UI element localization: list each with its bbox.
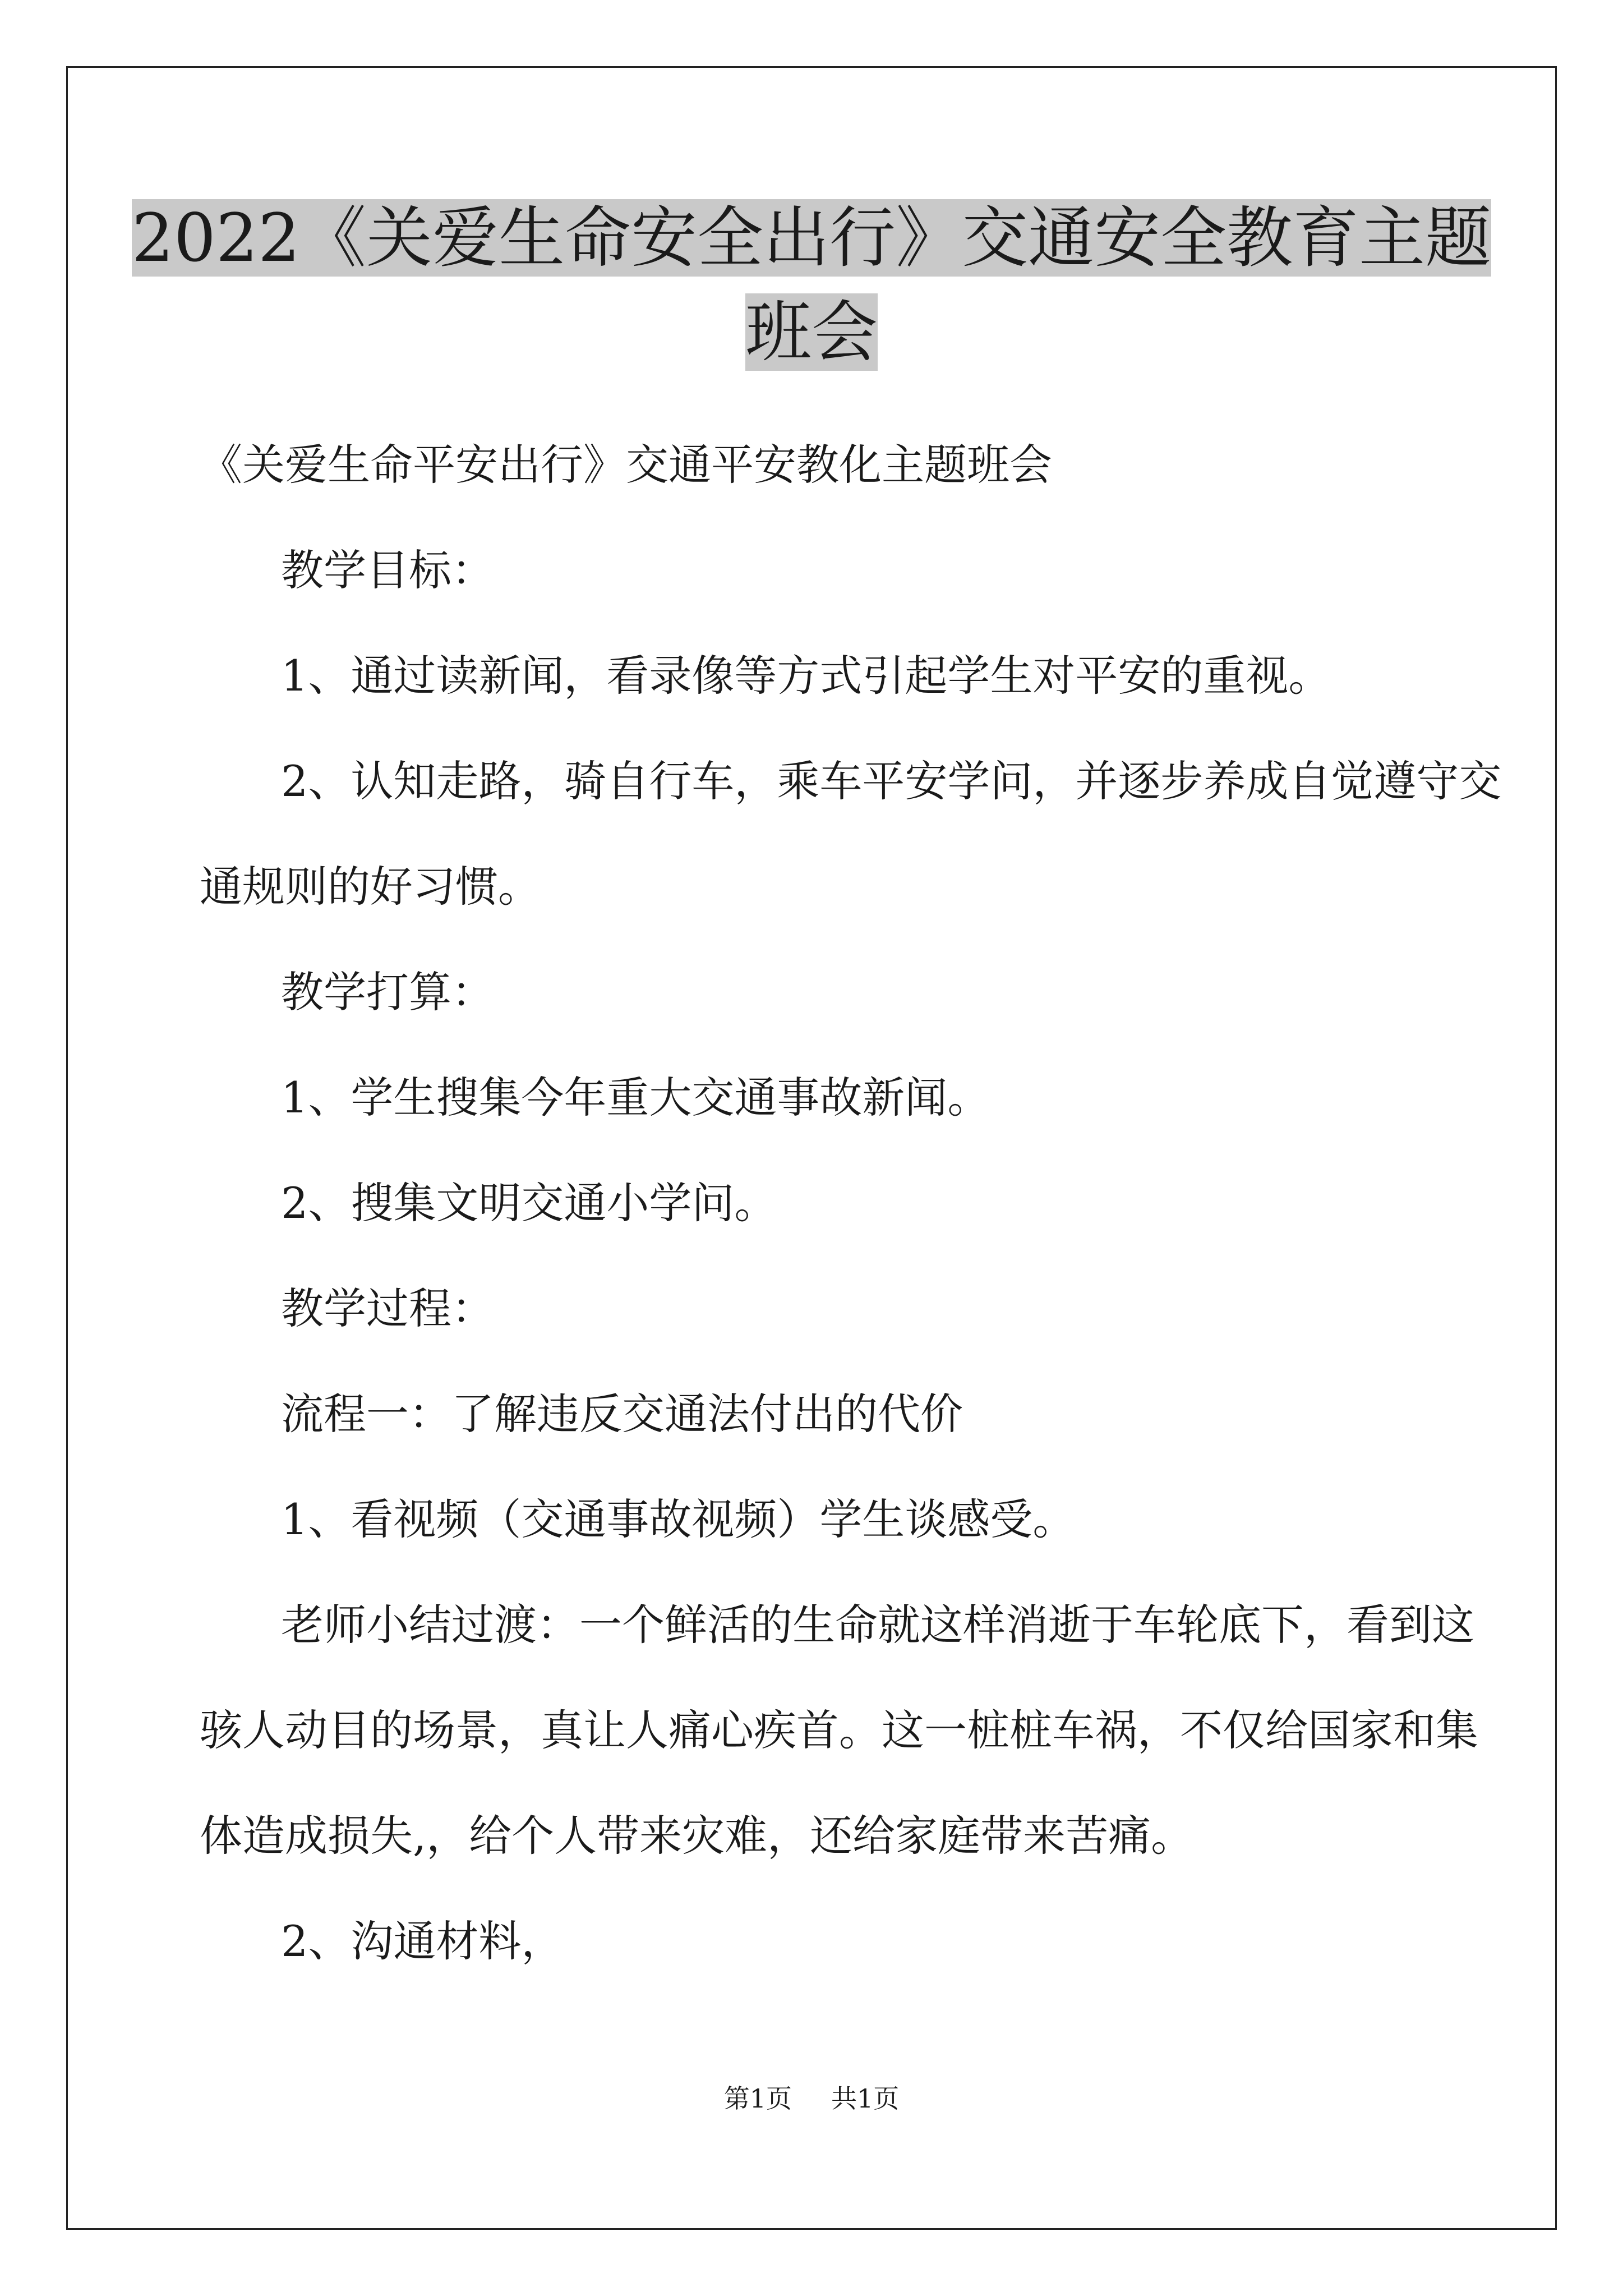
paragraph: 教学打算： [281, 967, 494, 1017]
paragraph: 2、搜集文明交通小学问。 [281, 1178, 777, 1228]
subtitle-paragraph: 《关爱生命平安出行》交通平安教化主题班会 [200, 440, 1052, 490]
document-title [112, 191, 1511, 379]
paragraph: 2、认知走路，骑自行车，乘车平安学问，并逐步养成自觉遵守交 [281, 756, 1502, 806]
paragraph: 2、沟通材料， [281, 1916, 564, 1966]
page-total: 共1页 [831, 2083, 900, 2114]
paragraph: 1、通过读新闻，看录像等方式引起学生对平安的重视。 [281, 651, 1331, 701]
title-line-1: 2022《关爱生命安全出行》交通安全教育主题 [131, 199, 1492, 277]
paragraph: 流程一：了解违反交通法付出的代价 [281, 1389, 963, 1439]
page-number: 第1页 [723, 2083, 792, 2114]
paragraph: 老师小结过渡：一个鲜活的生命就这样消逝于车轮底下，看到这 [281, 1600, 1474, 1650]
paragraph: 教学过程： [281, 1283, 494, 1333]
paragraph: 通规则的好习惯。 [200, 862, 541, 912]
title-line-2: 班会 [745, 293, 878, 371]
paragraph: 教学目标： [281, 545, 494, 595]
paragraph: 骇人动目的场景，真让人痛心疾首。这一桩桩车祸，不仅给国家和集 [200, 1705, 1478, 1755]
page-footer [0, 2078, 1623, 2115]
paragraph: 1、看视频（交通事故视频）学生谈感受。 [281, 1494, 1076, 1544]
paragraph: 1、学生搜集今年重大交通事故新闻。 [281, 1073, 990, 1122]
paragraph: 体造成损失,，给个人带来灾难，还给家庭带来苦痛。 [200, 1811, 1194, 1861]
